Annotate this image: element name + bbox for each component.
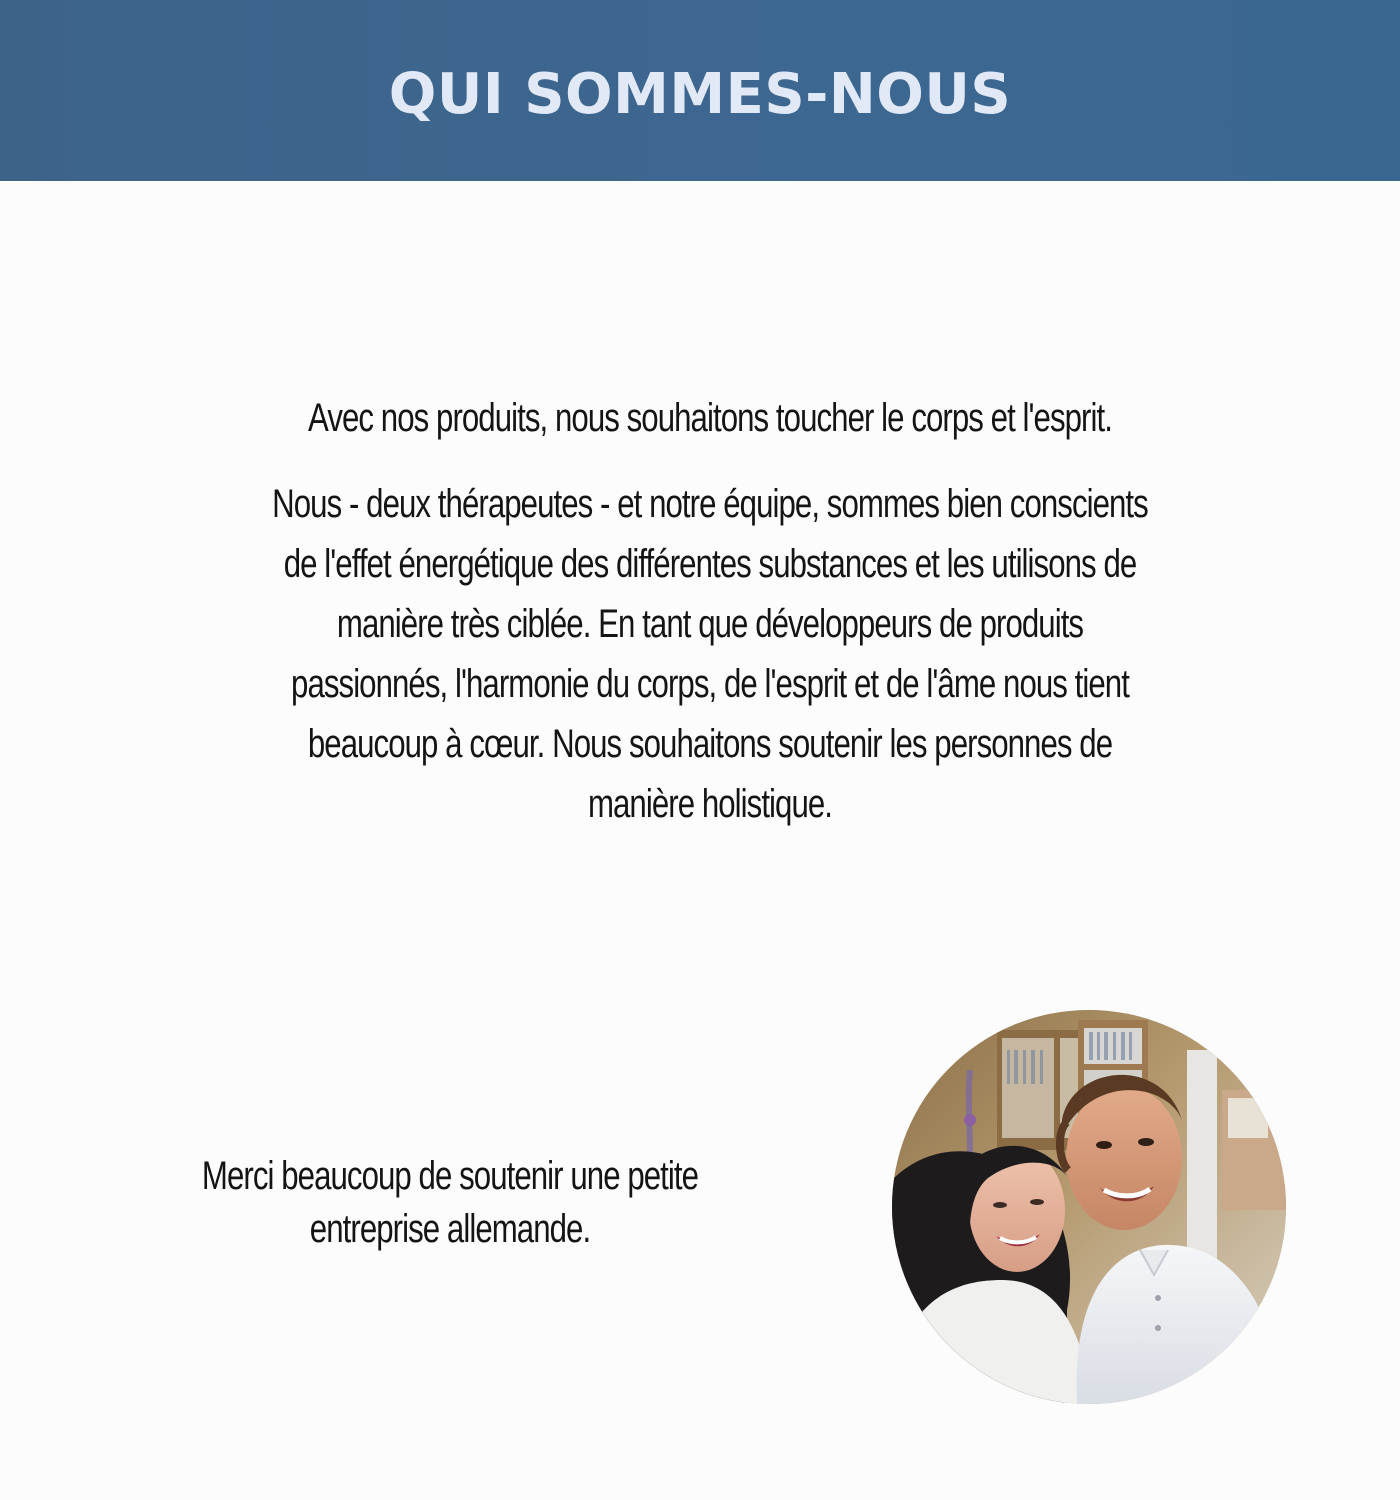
intro-section (140, 388, 1280, 834)
page-header (0, 0, 1400, 181)
intro-paragraph-2: Nous - deux thérapeutes - et notre équipe, sommes bien conscients de l'effet énergétique des différentes substances et les utilisons de manière très ciblée. En tant que développeurs de produits passionnés, l'harmonie du corps, de l'esprit et de l'âme nous tient beaucoup à cœur. Nous souhaitons soutenir les personnes de manière holistique. (272, 482, 1148, 826)
intro-paragraph-1: Avec nos produits, nous souhaitons toucher le corps et l'esprit. (308, 396, 1112, 440)
thanks-section (60, 1150, 840, 1256)
team-photo-illustration (892, 1010, 1286, 1404)
page-title: QUI SOMMES-NOUS (388, 61, 1012, 127)
team-photo (892, 1010, 1286, 1404)
thanks-text: Merci beaucoup de soutenir une petite entreprise allemande. (201, 1154, 699, 1251)
